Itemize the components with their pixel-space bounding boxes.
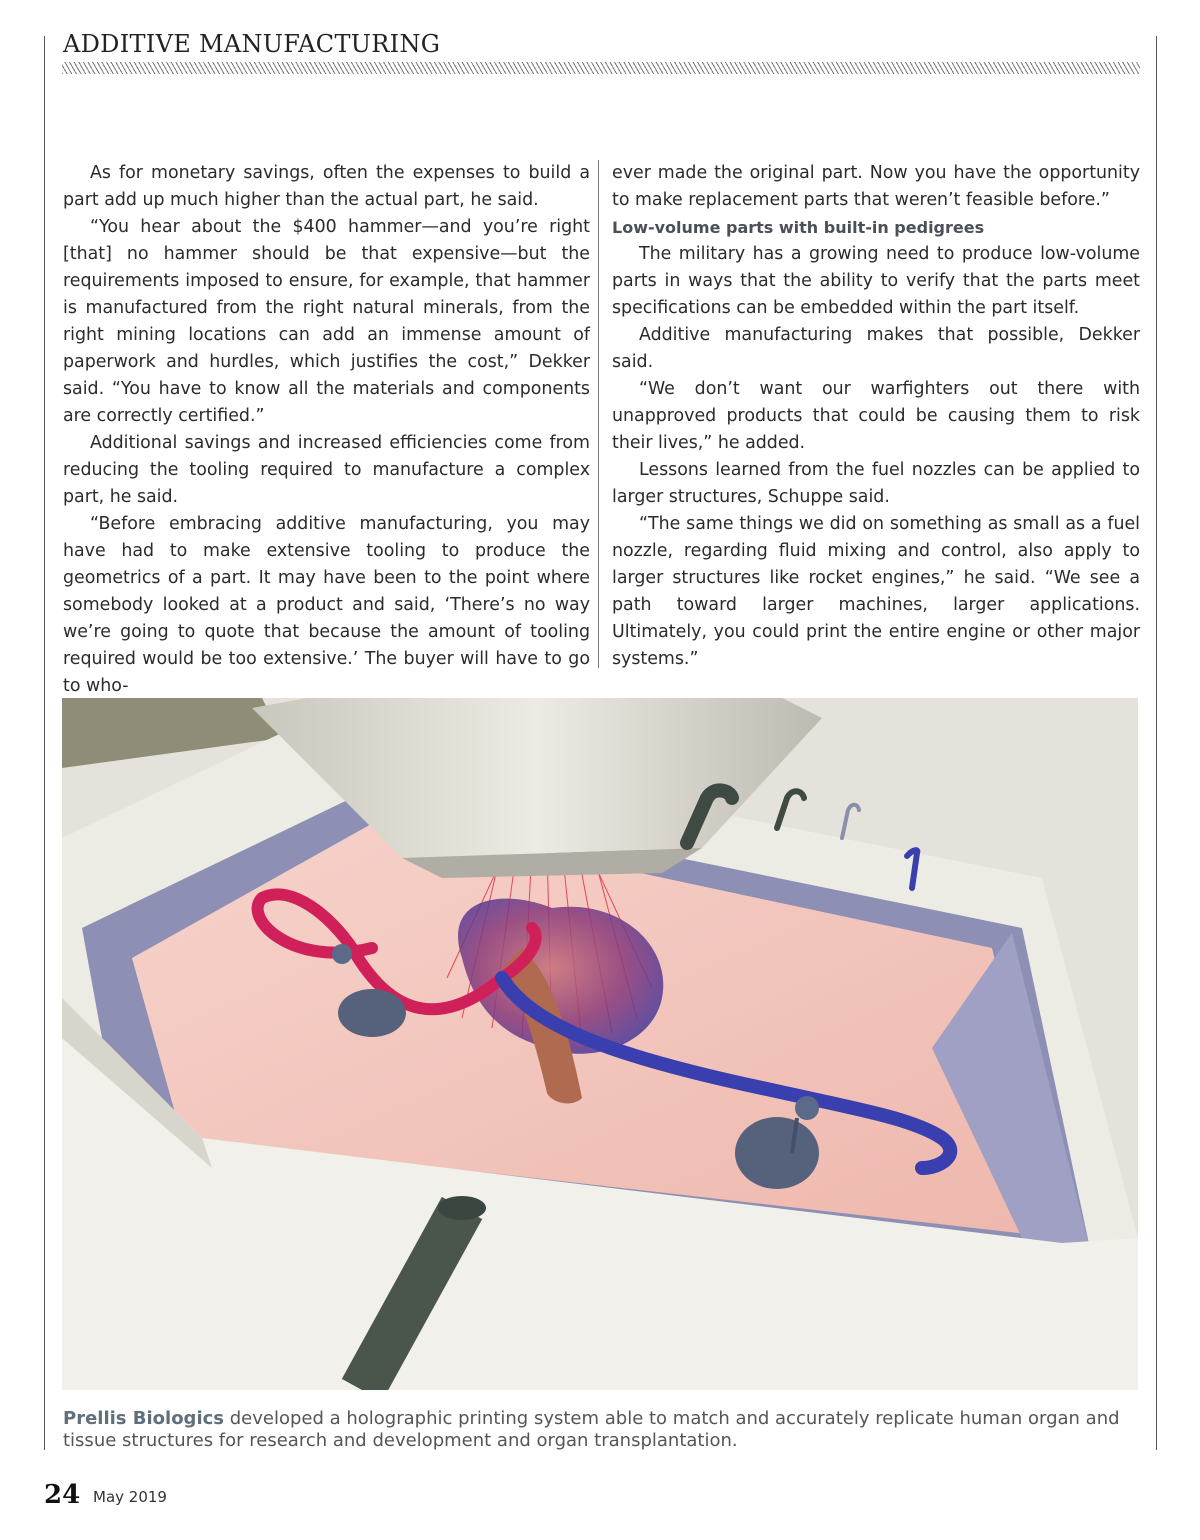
left-paragraph-1: As for monetary savings, often the expenses to build a part add up much higher than the actual part, he said. [63, 163, 590, 210]
right-paragraph-4: Lessons learned from the fuel nozzles can be applied to larger structures, Schuppe said. [612, 460, 1140, 507]
left-paragraph-3: Additional savings and increased efficiencies come from reducing the tooling required to manufacture a complex part, he said. [63, 433, 590, 507]
caption-text: developed a holographic printing system able to match and accurately replicate human organ and tissue structures for research and development and organ transplantation. [63, 1408, 1120, 1451]
subhead: Low-volume parts with built-in pedigrees [612, 218, 985, 237]
left-paragraph-2: “You hear about the $400 hammer—and you’re right [that] no hammer should be that expensive—but the requirements imposed to ensure, for example, that hammer is manufactured from the right natural minerals, from the right mining locations can add an immense amount of paperwork and hurdles, which justifies the cost,” Dekker said. “You have to know all the materials and components are correctly certified.” [63, 217, 590, 426]
left-column [63, 160, 590, 700]
holographic-printer-illustration [62, 698, 1138, 1390]
left-page-rule [44, 36, 45, 1450]
right-page-rule [1156, 36, 1157, 1450]
left-paragraph-4: “Before embracing additive manufacturing, you may have had to make extensive tooling to produce the geometrics of a part. It may have been to the point where somebody looked at a product and said, ‘There’s no way we’re going to quote that because the amount of tooling required would be too extensive.’ The buyer will have to go to who- [63, 514, 590, 696]
right-paragraph-5: “The same things we did on something as small as a fuel nozzle, regarding fluid mixing and control, also apply to larger structures like rocket engines,” he said. “We see a path toward larger machines, larger applications. Ultimately, you could print the entire engine or other major systems.” [612, 514, 1140, 669]
section-header: ADDITIVE MANUFACTURING [63, 30, 441, 58]
photo-caption [63, 1408, 1143, 1452]
column-divider [598, 160, 599, 668]
right-paragraph-1: The military has a growing need to produce low-volume parts in ways that the ability to verify that the parts meet specifications can be embedded within the part itself. [612, 244, 1140, 318]
caption-credit: Prellis Biologics [63, 1408, 224, 1429]
page-number: 24 [44, 1480, 81, 1510]
right-paragraph-2: Additive manufacturing makes that possible, Dekker said. [612, 325, 1140, 372]
right-continuation: ever made the original part. Now you have the opportunity to make replacement parts that weren’t feasible before.” [612, 163, 1140, 210]
issue-date: May 2019 [93, 1488, 167, 1506]
right-column [612, 160, 1140, 673]
header-hatch-rule [62, 62, 1140, 74]
right-paragraph-3: “We don’t want our warfighters out there with unapproved products that could be causing them to risk their lives,” he added. [612, 379, 1140, 453]
